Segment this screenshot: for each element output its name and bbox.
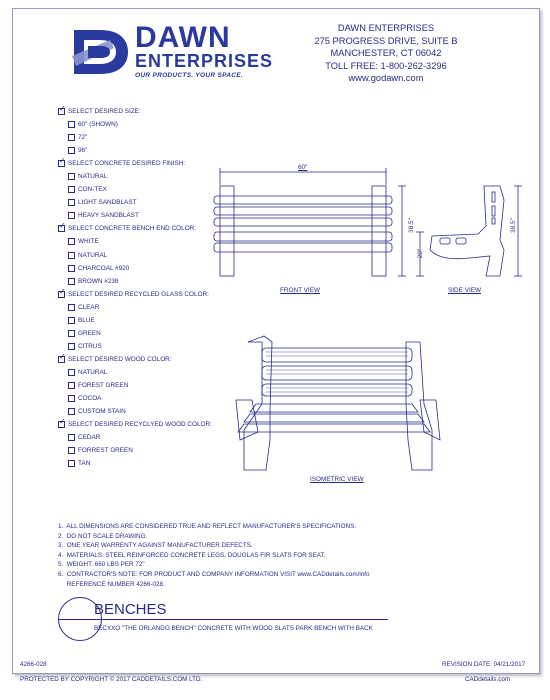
general-notes	[58, 522, 458, 589]
note-line: 1. ALL DIMENSIONS ARE CONSIDERED TRUE AND REFLECT MANUFACTURER'S SPECIFICATIONS.	[58, 523, 357, 530]
option-label: CLEAR	[78, 303, 100, 311]
logo-tagline: OUR PRODUCTS. YOUR SPACE.	[135, 72, 244, 79]
option-label: SELECT DESIRED SIZE:	[68, 108, 141, 116]
option-label: NATURAL	[78, 251, 108, 259]
note-line: REFERENCE NUMBER 4266-028.	[58, 580, 165, 588]
option-label: TAN	[78, 460, 91, 468]
option-label: SELECT CONCRETE BENCH END COLOR:	[68, 225, 197, 233]
option-label: 72"	[78, 134, 88, 142]
option-label: HEAVY SANDBLAST	[78, 212, 139, 220]
option-label: BROWN #238	[78, 277, 119, 285]
side-seat-dim: 20"	[417, 248, 425, 259]
title-main: BENCHES	[94, 601, 167, 618]
option-label: CEDAR	[78, 434, 101, 442]
note-line: 6. CONTRACTOR'S NOTE: FOR PRODUCT AND COMPANY INFORMATION VISIT www.CADdetails.com/info	[58, 570, 370, 578]
company-name: DAWN ENTERPRISES	[337, 23, 435, 33]
option-label: CUSTOM STAIN	[78, 408, 126, 416]
logo-enterprises-text: ENTERPRISES	[135, 51, 274, 71]
caddetails-link[interactable]: CADdetails.com	[465, 676, 511, 683]
revision-date: REVISION DATE: 04/21/2017	[442, 661, 526, 668]
note-line: 3. ONE YEAR WARRENTY AGAINST MANUFACTURER DEFECTS.	[58, 542, 253, 550]
option-label: SELECT DESIRED WOOD COLOR:	[68, 355, 172, 363]
side-height-dim: 38.5"	[509, 218, 517, 233]
side-view-label: SIDE VIEW	[448, 287, 482, 294]
option-label: COCOA	[78, 395, 102, 403]
title-sub: BECXXO "THE ORLANDO BENCH" CONCRETE WITH WOOD SLATS PARK BENCH WITH BACK	[94, 625, 373, 632]
option-label: LIGHT SANDBLAST	[78, 199, 137, 207]
front-view-drawing	[214, 168, 406, 276]
side-view-drawing	[416, 186, 522, 276]
front-view-label: FRONT VIEW	[280, 287, 321, 294]
option-label: SELECT DESIRED RECYCLYED WOOD COLOR:	[68, 421, 212, 429]
option-label: CHARCOAL #920	[78, 264, 130, 272]
option-label: SELECT CONCRETE DESIRED FINISH:	[68, 160, 186, 168]
company-address1: 275 PROGRESS DRIVE, SUITE B	[314, 35, 458, 46]
option-label: WHITE	[78, 238, 99, 246]
option-label: 60" (SHOWN)	[78, 121, 118, 129]
isometric-view-label: ISOMETRIC VIEW	[310, 476, 364, 483]
company-phone: TOLL FREE: 1-800-262-3296	[325, 60, 447, 71]
note-line: 5. WEIGHT: 660 LBS PER 72"	[58, 561, 145, 569]
option-label: 96"	[78, 147, 88, 155]
option-label: CITRUS	[78, 342, 102, 350]
option-label: NATURAL	[78, 173, 108, 181]
logo-dawn-text: DAWN	[135, 21, 231, 54]
front-width-dim: 60"	[298, 164, 308, 171]
option-label: FORREST GREEN	[78, 447, 133, 455]
option-label: GREEN	[78, 329, 101, 337]
option-label: SELECT DESIRED RECYCLED GLASS COLOR:	[68, 290, 209, 298]
company-website[interactable]: www.godawn.com	[348, 73, 424, 83]
option-label: FOREST GREEN	[78, 382, 129, 389]
isometric-view-drawing	[236, 336, 440, 470]
copyright-text: PROTECTED BY COPYRIGHT © 2017 CADDETAILS.COM LTD.	[20, 676, 203, 683]
note-line: 4. MATERIALS: STEEL REINFORCED CONCRETE LEGS, DOUGLAS FIR SLATS FOR SEAT.	[58, 551, 326, 559]
front-height-dim: 38.5"	[407, 218, 415, 233]
option-label: BLUE	[78, 316, 95, 324]
option-label: NATURAL	[78, 368, 108, 376]
company-address2: MANCHESTER, CT 06042	[330, 48, 442, 58]
option-label: CON-TEX	[78, 186, 107, 194]
note-line: 2. DO NOT SCALE DRAWING.	[58, 532, 148, 540]
title-rule	[58, 619, 388, 620]
reference-number: 4266-028	[20, 661, 47, 668]
